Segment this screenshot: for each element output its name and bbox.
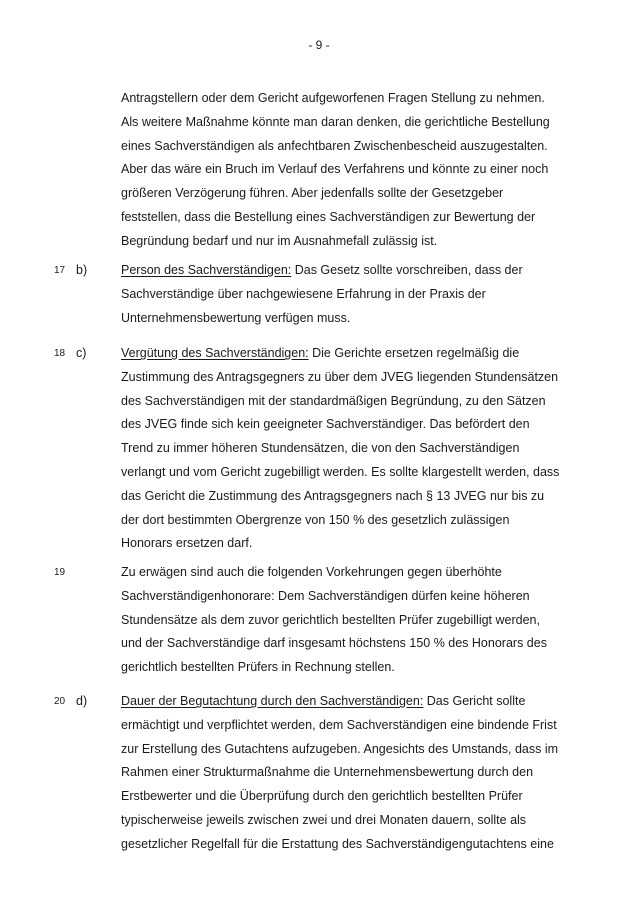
text-line: des JVEG finde sich kein geeigneter Sachverständiger. Das befördert den (121, 417, 530, 432)
list-marker: c) (76, 346, 87, 360)
paragraph-text (121, 87, 591, 254)
text-line: Rahmen einer Strukturmaßnahme die Unternehmensbewertung durch den (121, 765, 534, 780)
paragraph-number: 18 (54, 348, 66, 359)
paragraph-number: 20 (54, 696, 66, 707)
text-line: des Sachverständigen mit der standardmäßigen Begründung, zu den Sätzen (121, 393, 546, 408)
text-line: Trend zu immer höheren Stundensätzen, die von den Sachverständigen (121, 441, 520, 456)
text-line: Antragstellern oder dem Gericht aufgeworfenen Fragen Stellung zu nehmen. (121, 91, 545, 105)
text-line (121, 259, 591, 283)
text-line: größeren Verzögerung führen. Aber jedenfalls sollte der Gesetzgeber (121, 186, 504, 201)
text-line: Zustimmung des Antragsgegners zu über dem JVEG liegenden Stundensätzen (121, 369, 559, 384)
text-line: typischerweise jeweils zwischen zwei und drei Monaten dauern, sollte als (121, 812, 527, 827)
text-fragment: Die Gerichte ersetzen regelmäßig die (308, 346, 520, 360)
text-line: Begründung bedarf und nur im Ausnahmefall zulässig ist. (121, 233, 438, 248)
paragraph-number: 17 (54, 265, 66, 276)
list-marker: d) (76, 694, 88, 708)
paragraph-text (121, 342, 591, 556)
section-heading: Dauer der Begutachtung durch den Sachverständigen: (121, 694, 424, 708)
section-heading: Person des Sachverständigen: (121, 263, 292, 277)
text-line: Aber das wäre ein Bruch im Verlauf des Verfahrens und könnte zu einer noch (121, 162, 549, 177)
text-line: ermächtigt und verpflichtet werden, dem Sachverständigen eine bindende Frist (121, 717, 557, 732)
text-line: feststellen, dass die Bestellung eines Sachverständigen zur Bewertung der (121, 209, 536, 224)
text-line: gerichtlich bestellten Prüfers in Rechnung stellen. (121, 660, 395, 675)
text-line: Stundensätze als dem zuvor gerichtlich bestellten Prüfer zugebilligt werden, (121, 612, 540, 627)
text-line: eines Sachverständigen als anfechtbaren Zwischenbescheid auszugestalten. (121, 138, 548, 153)
paragraph-text (121, 561, 591, 680)
text-line: der dort bestimmten Obergrenze von 150 % des gesetzlich zulässigen (121, 512, 510, 527)
text-line: Zu erwägen sind auch die folgenden Vorkehrungen gegen überhöhte (121, 565, 502, 579)
text-line: Als weitere Maßnahme könnte man daran denken, die gerichtliche Bestellung (121, 114, 550, 129)
text-fragment: Das Gesetz sollte vorschreiben, dass der (291, 263, 523, 277)
text-line: Sachverständige über nachgewiesene Erfahrung in der Praxis der (121, 286, 486, 301)
text-line: Honorars ersetzen darf. (121, 536, 253, 551)
paragraph-text (121, 690, 591, 857)
text-line: verlangt und vom Gericht zugebilligt werden. Es sollte klargestellt werden, dass (121, 464, 560, 479)
text-line (121, 690, 591, 714)
text-line: Sachverständigenhonorare: Dem Sachverständigen dürfen keine höheren (121, 588, 530, 603)
paragraph-text (121, 259, 591, 330)
text-line: Unternehmensbewertung verfügen muss. (121, 310, 351, 325)
page-number: - 9 - (308, 38, 330, 52)
section-heading: Vergütung des Sachverständigen: (121, 346, 309, 360)
text-fragment: Das Gericht sollte (423, 694, 526, 708)
text-line: gesetzlicher Regelfall für die Erstattung des Sachverständigengutachtens eine (121, 836, 554, 851)
text-line: und der Sachverständige darf insgesamt höchstens 150 % des Honorars des (121, 636, 547, 651)
text-line: das Gericht die Zustimmung des Antragsgegners nach § 13 JVEG nur bis zu (121, 488, 545, 503)
text-line: zur Erstellung des Gutachtens aufzugeben. Angesichts des Umstands, dass im (121, 741, 559, 756)
text-line: Erstbewerter und die Überprüfung durch den gerichtlich bestellten Prüfer (121, 789, 523, 804)
list-marker: b) (76, 263, 88, 277)
text-line (121, 342, 591, 366)
paragraph-number: 19 (54, 567, 66, 578)
